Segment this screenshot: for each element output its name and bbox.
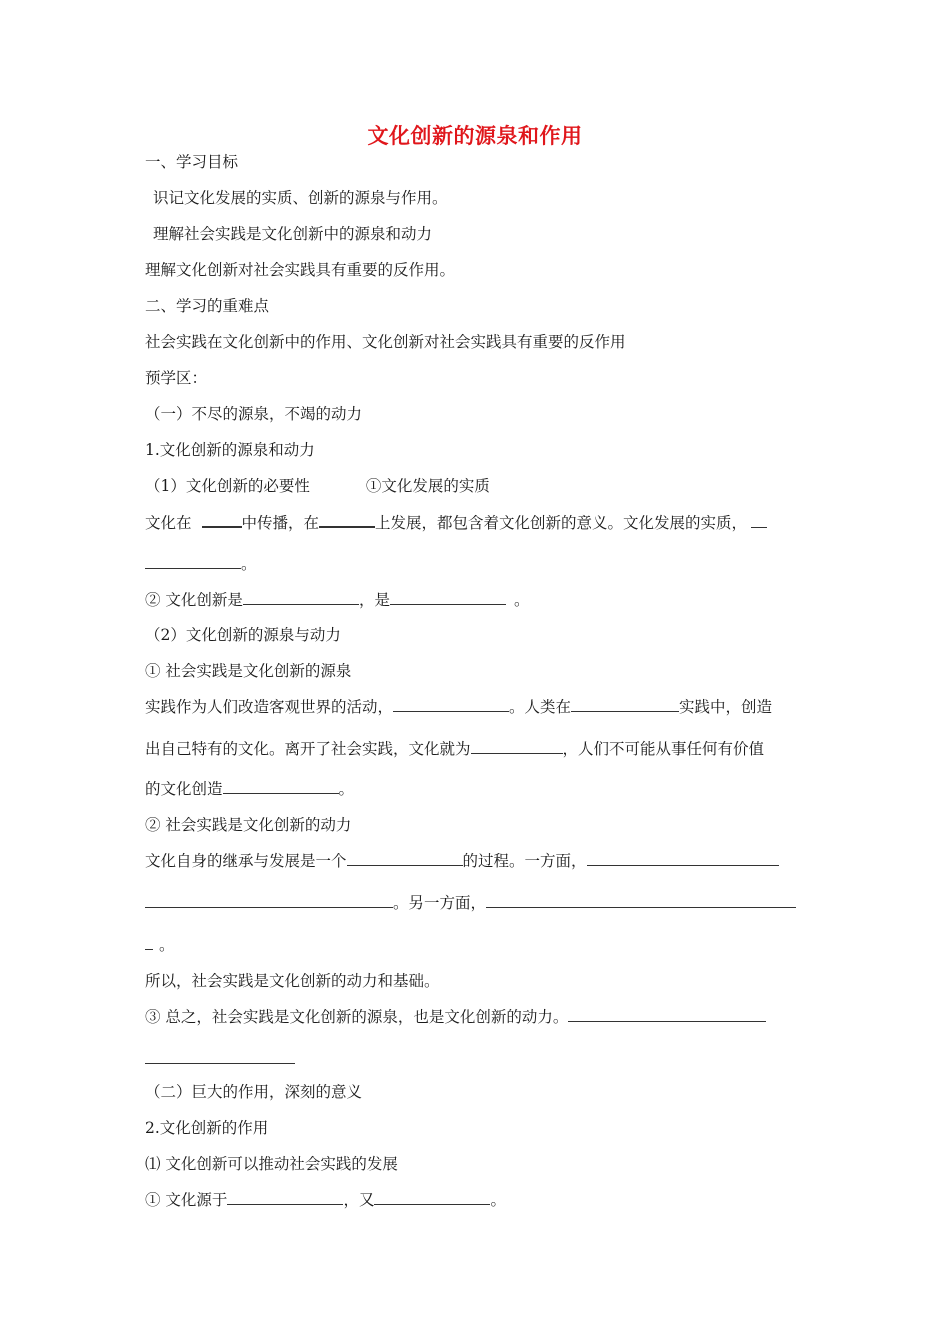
topic-heading-1: 1.文化创新的源泉和动力	[145, 441, 315, 459]
fill-blank[interactable]	[145, 1049, 295, 1064]
topic-point: ② 社会实践是文化创新的动力	[145, 816, 352, 834]
question-line	[145, 893, 796, 913]
question-line	[145, 476, 490, 496]
question-text: 文化在	[145, 514, 192, 532]
topic-heading-2: 2.文化创新的作用	[145, 1119, 269, 1137]
question-text: 实践作为人们改造客观世界的活动，	[145, 698, 394, 716]
section-heading-goals: 一、学习目标	[145, 153, 239, 171]
question-text: 中传播，在	[241, 514, 320, 532]
question-text: 的过程。一方面，	[462, 852, 587, 870]
fill-blank[interactable]	[374, 1190, 490, 1205]
topic-subheading: ⑴ 文化创新可以推动社会实践的发展	[145, 1155, 398, 1173]
section-heading-key-points: 二、学习的重难点	[145, 297, 270, 315]
question-text: （1）文化创新的必要性	[145, 477, 310, 495]
question-text: 实践中，创造	[679, 698, 773, 716]
question-text: ，又	[343, 1191, 375, 1209]
question-text: 。另一方面，	[393, 894, 487, 912]
question-text: 。	[490, 1191, 506, 1209]
fill-blank[interactable]	[202, 512, 242, 528]
question-text: ①文化发展的实质	[365, 477, 490, 495]
question-text: ③ 总之，社会实践是文化创新的源泉，也是文化创新的动力。	[145, 1008, 569, 1026]
question-text: 文化自身的继承与发展是一个	[145, 852, 347, 870]
fill-blank[interactable]	[243, 590, 359, 605]
subsection-heading-2: （二）巨大的作用，深刻的意义	[145, 1083, 363, 1101]
fill-blank[interactable]	[145, 554, 241, 569]
fill-blank[interactable]	[223, 779, 339, 794]
fill-blank[interactable]	[390, 590, 506, 605]
fill-blank[interactable]	[568, 1007, 766, 1022]
question-text: 。人类在	[509, 698, 572, 716]
question-line	[145, 554, 257, 574]
fill-blank[interactable]	[751, 513, 767, 528]
summary-line: 所以，社会实践是文化创新的动力和基础。	[145, 972, 440, 990]
question-line	[145, 1190, 506, 1210]
fill-blank[interactable]	[587, 851, 779, 866]
question-text: 。	[338, 780, 355, 798]
topic-point: ① 社会实践是文化创新的源泉	[145, 662, 352, 680]
question-text: 出自己特有的文化。离开了社会实践，文化就为	[145, 740, 471, 758]
fill-blank[interactable]	[145, 935, 153, 950]
question-line	[145, 1007, 766, 1027]
fill-blank[interactable]	[571, 697, 679, 712]
question-text: ，是	[358, 591, 390, 609]
fill-blank[interactable]	[227, 1190, 343, 1205]
question-line	[145, 779, 354, 799]
question-line	[145, 935, 175, 955]
question-line	[145, 1049, 295, 1069]
subsection-heading-1: （一）不尽的源泉，不竭的动力	[145, 405, 363, 423]
question-line	[145, 851, 779, 871]
question-line	[145, 739, 764, 759]
fill-blank[interactable]	[319, 512, 375, 528]
question-line	[145, 512, 767, 533]
question-text: 上发展，都包含着文化创新的意义。文化发展的实质，	[375, 514, 748, 532]
goal-item-3: 理解文化创新对社会实践具有重要的反作用。	[145, 261, 456, 279]
preview-label: 预学区：	[145, 369, 208, 387]
topic-subheading: （2）文化创新的源泉与动力	[145, 626, 341, 644]
fill-blank[interactable]	[347, 851, 463, 866]
question-text: 。	[159, 936, 175, 954]
question-text: 。	[241, 555, 257, 573]
fill-blank[interactable]	[145, 893, 393, 908]
question-text: ② 文化创新是	[145, 591, 243, 609]
question-line	[145, 697, 772, 717]
fill-blank[interactable]	[393, 697, 509, 712]
question-text: 。	[513, 591, 530, 609]
question-text: ① 文化源于	[145, 1191, 228, 1209]
question-text: 的文化创造	[145, 780, 223, 798]
fill-blank[interactable]	[471, 739, 563, 754]
goal-item-2: 理解社会实践是文化创新中的源泉和动力	[153, 225, 433, 243]
fill-blank[interactable]	[486, 893, 796, 908]
question-line	[145, 590, 529, 610]
question-text: ，人们不可能从事任何有价值	[562, 740, 765, 758]
key-points-text: 社会实践在文化创新中的作用、文化创新对社会实践具有重要的反作用	[145, 333, 626, 351]
document-title: 文化创新的源泉和作用	[367, 124, 583, 148]
goal-item-1: 识记文化发展的实质、创新的源泉与作用。	[153, 189, 448, 207]
